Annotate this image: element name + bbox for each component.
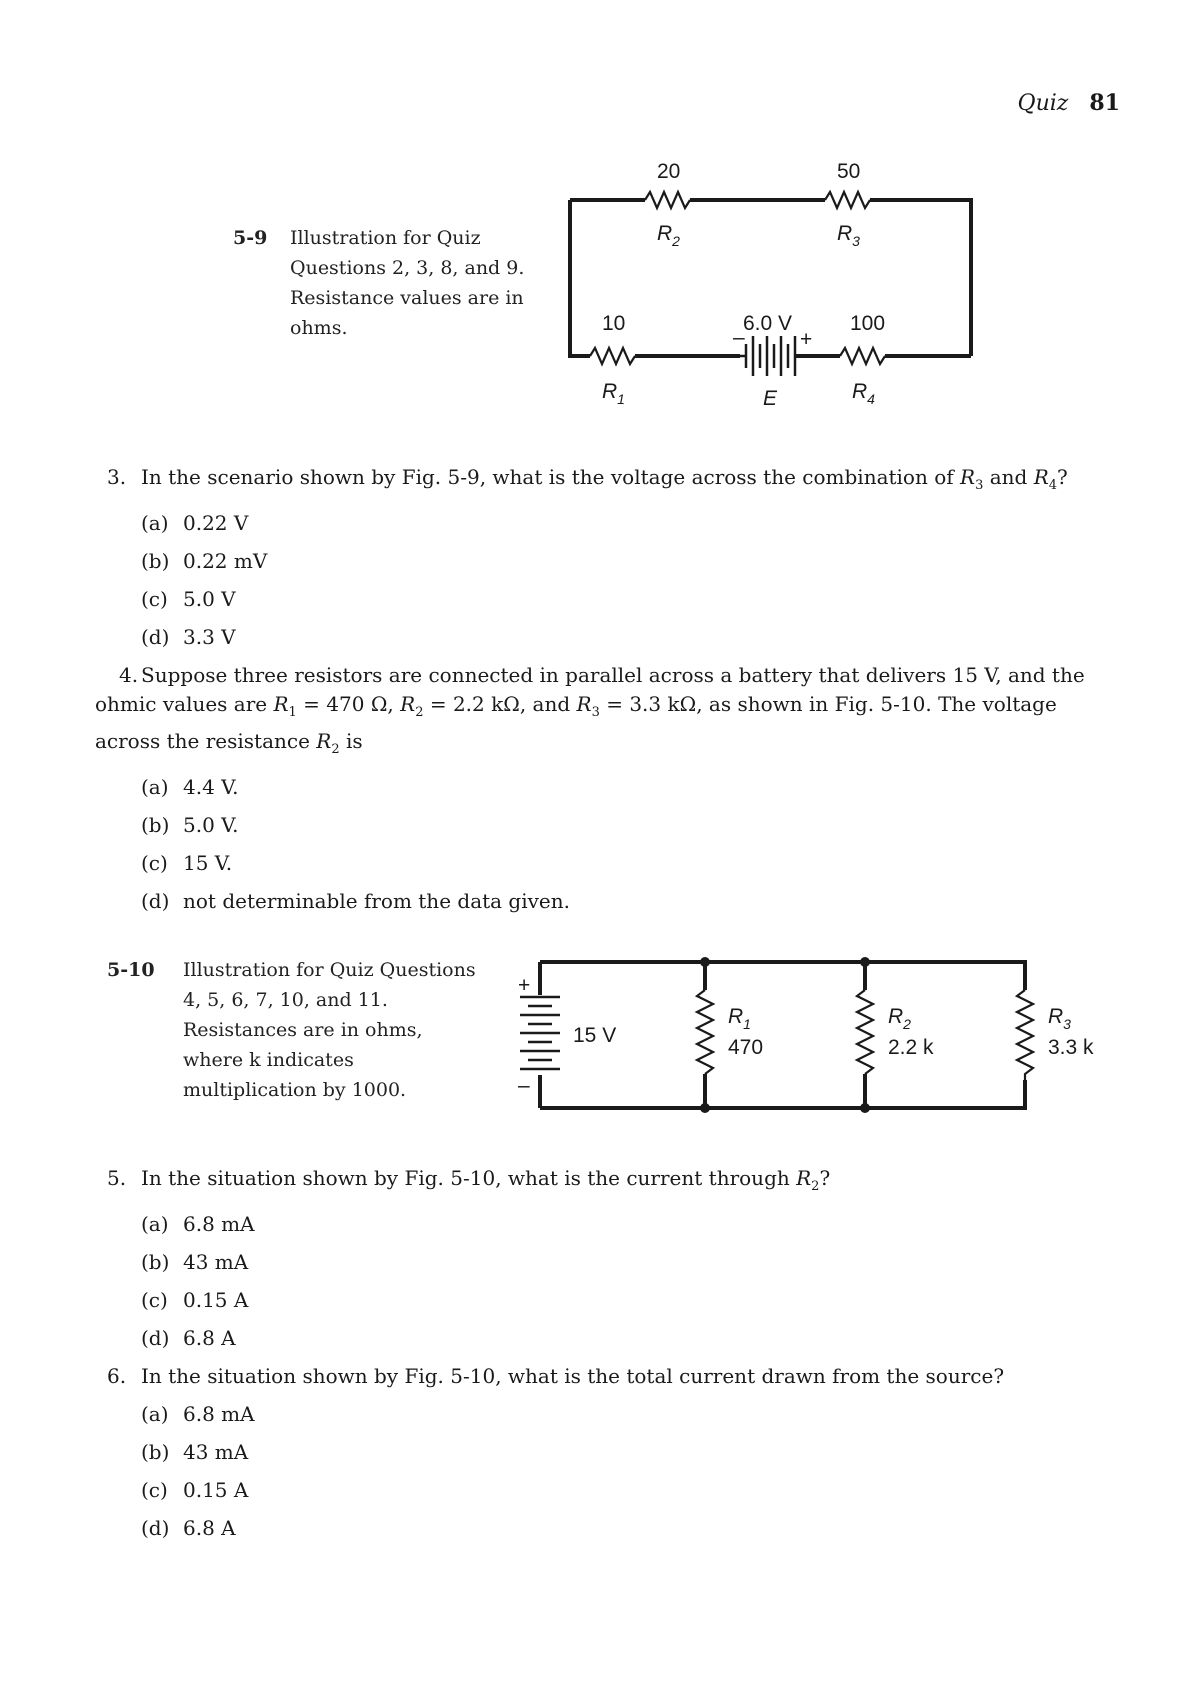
answer-options (95, 773, 1115, 916)
header-title: Quiz (1017, 91, 1069, 116)
figure-5-10-circuit (500, 950, 1120, 1125)
option-a[interactable]: (a) 4.4 V. (141, 775, 239, 799)
r1-label: $R_1$ (728, 1005, 751, 1032)
r2-value: 2.2 k (888, 1036, 934, 1059)
option-d[interactable]: (d) 6.8 A (141, 1516, 236, 1540)
answer-options (107, 1400, 1117, 1543)
option-b[interactable]: (b) 43 mA (141, 1250, 249, 1274)
r1-resistor (697, 990, 713, 1074)
figure-5-10-caption (107, 955, 487, 1105)
r1-value: 470 (728, 1036, 764, 1059)
question-stem: 6. In the situation shown by Fig. 5-10, what is the total current drawn from the source? (107, 1362, 1117, 1391)
battery-plus: + (800, 328, 813, 351)
source-voltage: 15 V (573, 1024, 617, 1047)
r3-resistor (825, 192, 870, 208)
answer-options (107, 509, 1117, 652)
option-d[interactable]: (d) not determinable from the data given. (141, 889, 571, 913)
r2-resistor (645, 192, 690, 208)
junction-dot (860, 957, 870, 967)
battery-label: E (763, 387, 778, 410)
top-wire-right (870, 200, 971, 356)
r4-resistor (840, 348, 885, 364)
caption-text: Illustration for Quiz Questions 4, 5, 6, 7, 10, and 11. Resistances are in ohms, where k indicates multiplication by 1000. (183, 959, 476, 1101)
option-b[interactable]: (b) 43 mA (141, 1440, 249, 1464)
page-number: 81 (1089, 90, 1120, 116)
figure-number: 5-10 (107, 959, 155, 981)
r3-label: $R_3$ (837, 222, 860, 249)
option-b[interactable]: (b) 0.22 mV (141, 549, 268, 573)
figure-number: 5-9 (233, 227, 268, 249)
battery-symbol (740, 336, 795, 376)
page-header (1018, 90, 1120, 116)
left-wire (570, 200, 590, 356)
r1-value: 10 (602, 312, 626, 335)
question-5 (107, 1164, 1117, 1353)
bottom-rail (540, 1080, 1025, 1108)
option-d[interactable]: (d) 3.3 V (141, 625, 236, 649)
question-number: 4. (119, 663, 139, 687)
figure-5-9-caption (233, 223, 533, 343)
r2-label: $R_2$ (657, 222, 680, 249)
question-3 (107, 463, 1117, 652)
option-d[interactable]: (d) 6.8 A (141, 1326, 236, 1350)
question-stem: 4. Suppose three resistors are connected in parallel across a battery that delivers 15 V, and the ohmic values are $R_1 = 470$ Ω, $R_2 = 2.2$ kΩ, and $R_3 = 3.3$ kΩ, as shown in Fig. 5-10. The voltage across the resistance $R_2$ is (95, 663, 1085, 757)
r4-label: $R_4$ (852, 380, 875, 407)
option-b[interactable]: (b) 5.0 V. (141, 813, 239, 837)
option-c[interactable]: (c) 0.15 A (141, 1288, 249, 1312)
r3-value: 50 (837, 160, 861, 183)
option-a[interactable]: (a) 6.8 mA (141, 1402, 255, 1426)
r3-label: $R_3$ (1048, 1005, 1071, 1032)
r2-resistor (857, 990, 873, 1074)
question-number: 5. (107, 1166, 127, 1190)
r2-value: 20 (657, 160, 681, 183)
battery-symbol (520, 997, 560, 1069)
junction-dot (860, 1103, 870, 1113)
figure-5-9-circuit (560, 148, 980, 413)
answer-options (107, 1210, 1117, 1353)
r1-resistor (590, 348, 635, 364)
option-c[interactable]: (c) 0.15 A (141, 1478, 249, 1502)
option-c[interactable]: (c) 15 V. (141, 851, 233, 875)
r1-label: $R_1$ (602, 380, 625, 407)
battery-plus: + (518, 974, 531, 997)
option-a[interactable]: (a) 6.8 mA (141, 1212, 255, 1236)
battery-minus: – (733, 326, 745, 349)
question-6 (107, 1362, 1117, 1543)
junction-dot (700, 957, 710, 967)
top-rail (540, 962, 1025, 990)
r3-resistor (1017, 990, 1033, 1080)
option-a[interactable]: (a) 0.22 V (141, 511, 249, 535)
r4-value: 100 (850, 312, 886, 335)
battery-voltage: 6.0 V (743, 312, 793, 335)
battery-minus: – (518, 1074, 530, 1097)
question-number: 3. (107, 465, 127, 489)
question-stem: 3. In the scenario shown by Fig. 5-9, what is the voltage across the combination of $R_3$ and $R_4$? (107, 465, 1068, 493)
r2-label: $R_2$ (888, 1005, 911, 1032)
junction-dot (700, 1103, 710, 1113)
option-c[interactable]: (c) 5.0 V (141, 587, 236, 611)
question-number: 6. (107, 1364, 127, 1388)
question-4 (95, 661, 1115, 916)
question-stem: 5. In the situation shown by Fig. 5-10, what is the current through $R_2$? (107, 1166, 831, 1194)
caption-text: Illustration for Quiz Questions 2, 3, 8, and 9. Resistance values are in ohms. (290, 227, 525, 339)
r3-value: 3.3 k (1048, 1036, 1094, 1059)
